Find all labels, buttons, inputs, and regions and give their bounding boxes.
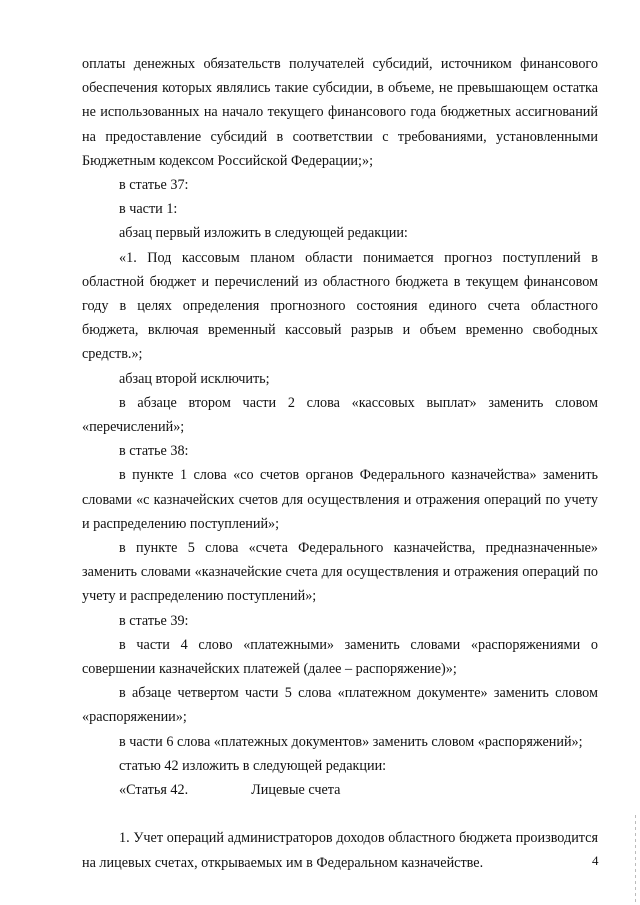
article-number: «Статья 42.: [119, 782, 189, 799]
paragraph-article-42-intro: статью 42 изложить в следующей редакции:: [119, 757, 387, 774]
paragraph-article-37: в статье 37:: [119, 177, 189, 194]
paragraph-second-abzac: абзац второй исключить;: [119, 370, 270, 387]
paragraph-continuation: оплаты денежных обязательств получателей субсидий, источником финансового обеспечения которых являлись такие субсидии, в объеме, не превышающем остатка не использованных на начало текущего финансового года бюджетных ассигнований на предоставление субсидий в соответствии с требованиями, установленными Бюджетным кодексом Российской Федерации;»;: [82, 56, 598, 169]
document-body: [82, 52, 598, 875]
page-number: 4: [592, 853, 599, 868]
paragraph-part-5: в абзаце четвертом части 5 слова «платежном документе» заменить словом «распоряжении»;: [82, 685, 598, 726]
paragraph-accounting: 1. Учет операций администраторов доходов областного бюджета производится на лицевых счетах, открываемых им в Федеральном казначействе.: [82, 830, 598, 871]
article-title: Лицевые счета: [251, 782, 341, 799]
paragraph-first-abzac: абзац первый изложить в следующей редакции:: [119, 225, 408, 242]
paragraph-part-4: в части 4 слово «платежными» заменить словами «распоряжениями о совершении казначейских платежей (далее – распоряжение)»;: [82, 636, 598, 678]
scan-edge-mark: [635, 815, 636, 905]
paragraph-article-39: в статье 39:: [119, 612, 189, 629]
spacer: [82, 802, 598, 826]
paragraph-part-6: в части 6 слова «платежных документов» заменить словом «распоряжений»;: [119, 733, 583, 750]
paragraph-part-2: в абзаце втором части 2 слова «кассовых выплат» заменить словом «перечислений»;: [82, 394, 598, 436]
paragraph-point-5: в пункте 5 слова «счета Федерального казначейства, предназначенные» заменить словами «казначейские счета для осуществления и отражения операций по учету и распределению поступлений»;: [82, 540, 598, 605]
paragraph-article-38: в статье 38:: [119, 443, 189, 460]
paragraph-part-1: в части 1:: [119, 201, 178, 218]
paragraph-point-1: в пункте 1 слова «со счетов органов Федерального казначейства» заменить словами «с казначейских счетов для осуществления и отражения операций по учету и распределению поступлений»;: [82, 467, 598, 532]
article-heading: [82, 778, 598, 802]
paragraph-cash-plan: «1. Под кассовым планом области понимается прогноз поступлений в областной бюджет и перечислений из областного бюджета в текущем финансовом году в целях определения прогнозного состояния единого счета областного бюджета, включая временный кассовый разрыв и объем временно свободных средств.»;: [82, 249, 598, 363]
